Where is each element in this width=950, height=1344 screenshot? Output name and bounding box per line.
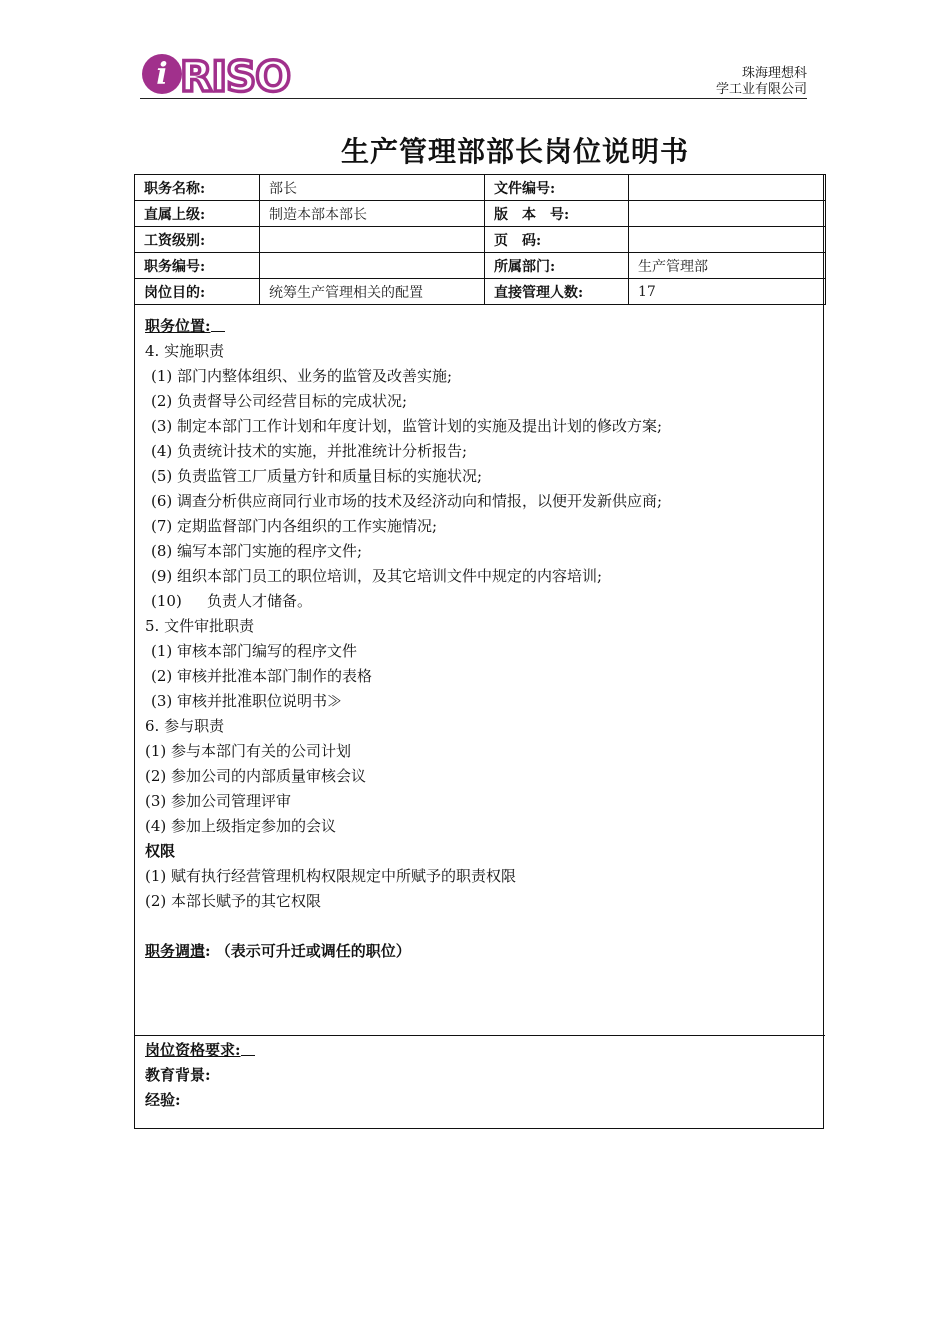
riso-logo bbox=[140, 50, 300, 98]
field-value: 制造本部本部长 bbox=[260, 201, 485, 227]
transfer-colon: : bbox=[205, 942, 211, 960]
company-name-line1: 珠海理想科 bbox=[741, 66, 807, 81]
list-item: (1) 赋有执行经营管理机构权限规定中所赋予的职责权限 bbox=[145, 867, 517, 885]
transfer-note: （表示可升迁或调任的职位） bbox=[215, 942, 411, 960]
list-item: (2) 参加公司的内部质量审核会议 bbox=[145, 767, 367, 785]
field-label: 版 本 号: bbox=[485, 201, 629, 227]
header-divider bbox=[140, 98, 807, 99]
list-item: (3) 参加公司管理评审 bbox=[145, 792, 292, 810]
section-title: 4. 实施职责 bbox=[145, 342, 225, 360]
field-label: 文件编号: bbox=[485, 175, 629, 201]
list-item: (2) 本部长赋予的其它权限 bbox=[145, 892, 322, 910]
list-item: (9) 组织本部门员工的职位培训，及其它培训文件中规定的内容培训; bbox=[151, 567, 603, 585]
list-item: (3) 审核并批准职位说明书≫ bbox=[151, 692, 343, 710]
section-title: 6. 参与职责 bbox=[145, 717, 225, 735]
education-label: 教育背景: bbox=[145, 1066, 211, 1084]
table-row bbox=[135, 201, 826, 227]
field-label: 直接管理人数: bbox=[485, 279, 629, 305]
position-section bbox=[145, 314, 815, 964]
document-title: 生产管理部部长岗位说明书 bbox=[340, 135, 689, 168]
list-item: (1) 审核本部门编写的程序文件 bbox=[151, 642, 358, 660]
field-label: 所属部门: bbox=[485, 253, 629, 279]
spacer bbox=[145, 914, 815, 939]
field-label: 工资级别: bbox=[135, 227, 260, 253]
info-table bbox=[134, 174, 826, 305]
authority-title: 权限 bbox=[145, 842, 176, 860]
field-value: 统筹生产管理相关的配置 bbox=[260, 279, 485, 305]
logo-wordmark: RISO bbox=[180, 52, 290, 98]
list-item: (4) 负责统计技术的实施，并批准统计分析报告; bbox=[151, 442, 468, 460]
table-row bbox=[135, 227, 826, 253]
list-item: (4) 参加上级指定参加的会议 bbox=[145, 817, 337, 835]
field-label: 职务编号: bbox=[135, 253, 260, 279]
field-value: 部长 bbox=[260, 175, 485, 201]
list-item: (8) 编写本部门实施的程序文件; bbox=[151, 542, 363, 560]
company-name bbox=[716, 66, 807, 98]
position-heading-label: 职务位置: bbox=[145, 317, 211, 335]
list-item: (2) 负责督导公司经营目标的完成状况; bbox=[151, 392, 408, 410]
field-value bbox=[260, 227, 485, 253]
table-row bbox=[135, 279, 826, 305]
list-item-number: (10) bbox=[151, 592, 182, 610]
transfer-line bbox=[145, 939, 815, 964]
requirements-heading bbox=[145, 1038, 255, 1063]
section-divider bbox=[134, 1035, 825, 1036]
transfer-label: 职务调遣 bbox=[145, 942, 206, 960]
field-value: 生产管理部 bbox=[629, 253, 826, 279]
list-item: (1) 部门内整体组织、业务的监管及改善实施; bbox=[151, 367, 453, 385]
table-row bbox=[135, 253, 826, 279]
field-value bbox=[629, 227, 826, 253]
field-label: 页 码: bbox=[485, 227, 629, 253]
position-heading bbox=[145, 314, 815, 339]
requirements-heading-label: 岗位资格要求: bbox=[145, 1041, 241, 1059]
heading-underline bbox=[241, 1038, 255, 1056]
field-value bbox=[629, 175, 826, 201]
experience-label: 经验: bbox=[145, 1091, 181, 1109]
svg-text:i: i bbox=[156, 57, 168, 92]
section-title: 5. 文件审批职责 bbox=[145, 617, 255, 635]
list-item bbox=[145, 589, 815, 614]
list-item: (6) 调查分析供应商同行业市场的技术及经济动向和情报，以便开发新供应商; bbox=[151, 492, 663, 510]
list-item-text: 负责人才储备。 bbox=[207, 592, 313, 610]
company-name-line2: 学工业有限公司 bbox=[715, 82, 807, 97]
field-label: 岗位目的: bbox=[135, 279, 260, 305]
list-item: (1) 参与本部门有关的公司计划 bbox=[145, 742, 352, 760]
list-item: (2) 审核并批准本部门制作的表格 bbox=[151, 667, 373, 685]
requirements-section bbox=[145, 1038, 255, 1113]
table-row bbox=[135, 175, 826, 201]
riso-logo-graphic bbox=[140, 50, 300, 98]
field-value: 17 bbox=[629, 279, 826, 305]
field-value bbox=[629, 201, 826, 227]
heading-underline bbox=[211, 314, 225, 332]
field-label: 职务名称: bbox=[135, 175, 260, 201]
field-value bbox=[260, 253, 485, 279]
field-label: 直属上级: bbox=[135, 201, 260, 227]
list-item: (5) 负责监管工厂质量方针和质量目标的实施状况; bbox=[151, 467, 483, 485]
list-item: (7) 定期监督部门内各组织的工作实施情况; bbox=[151, 517, 438, 535]
list-item: (3) 制定本部门工作计划和年度计划，监管计划的实施及提出计划的修改方案; bbox=[151, 417, 663, 435]
